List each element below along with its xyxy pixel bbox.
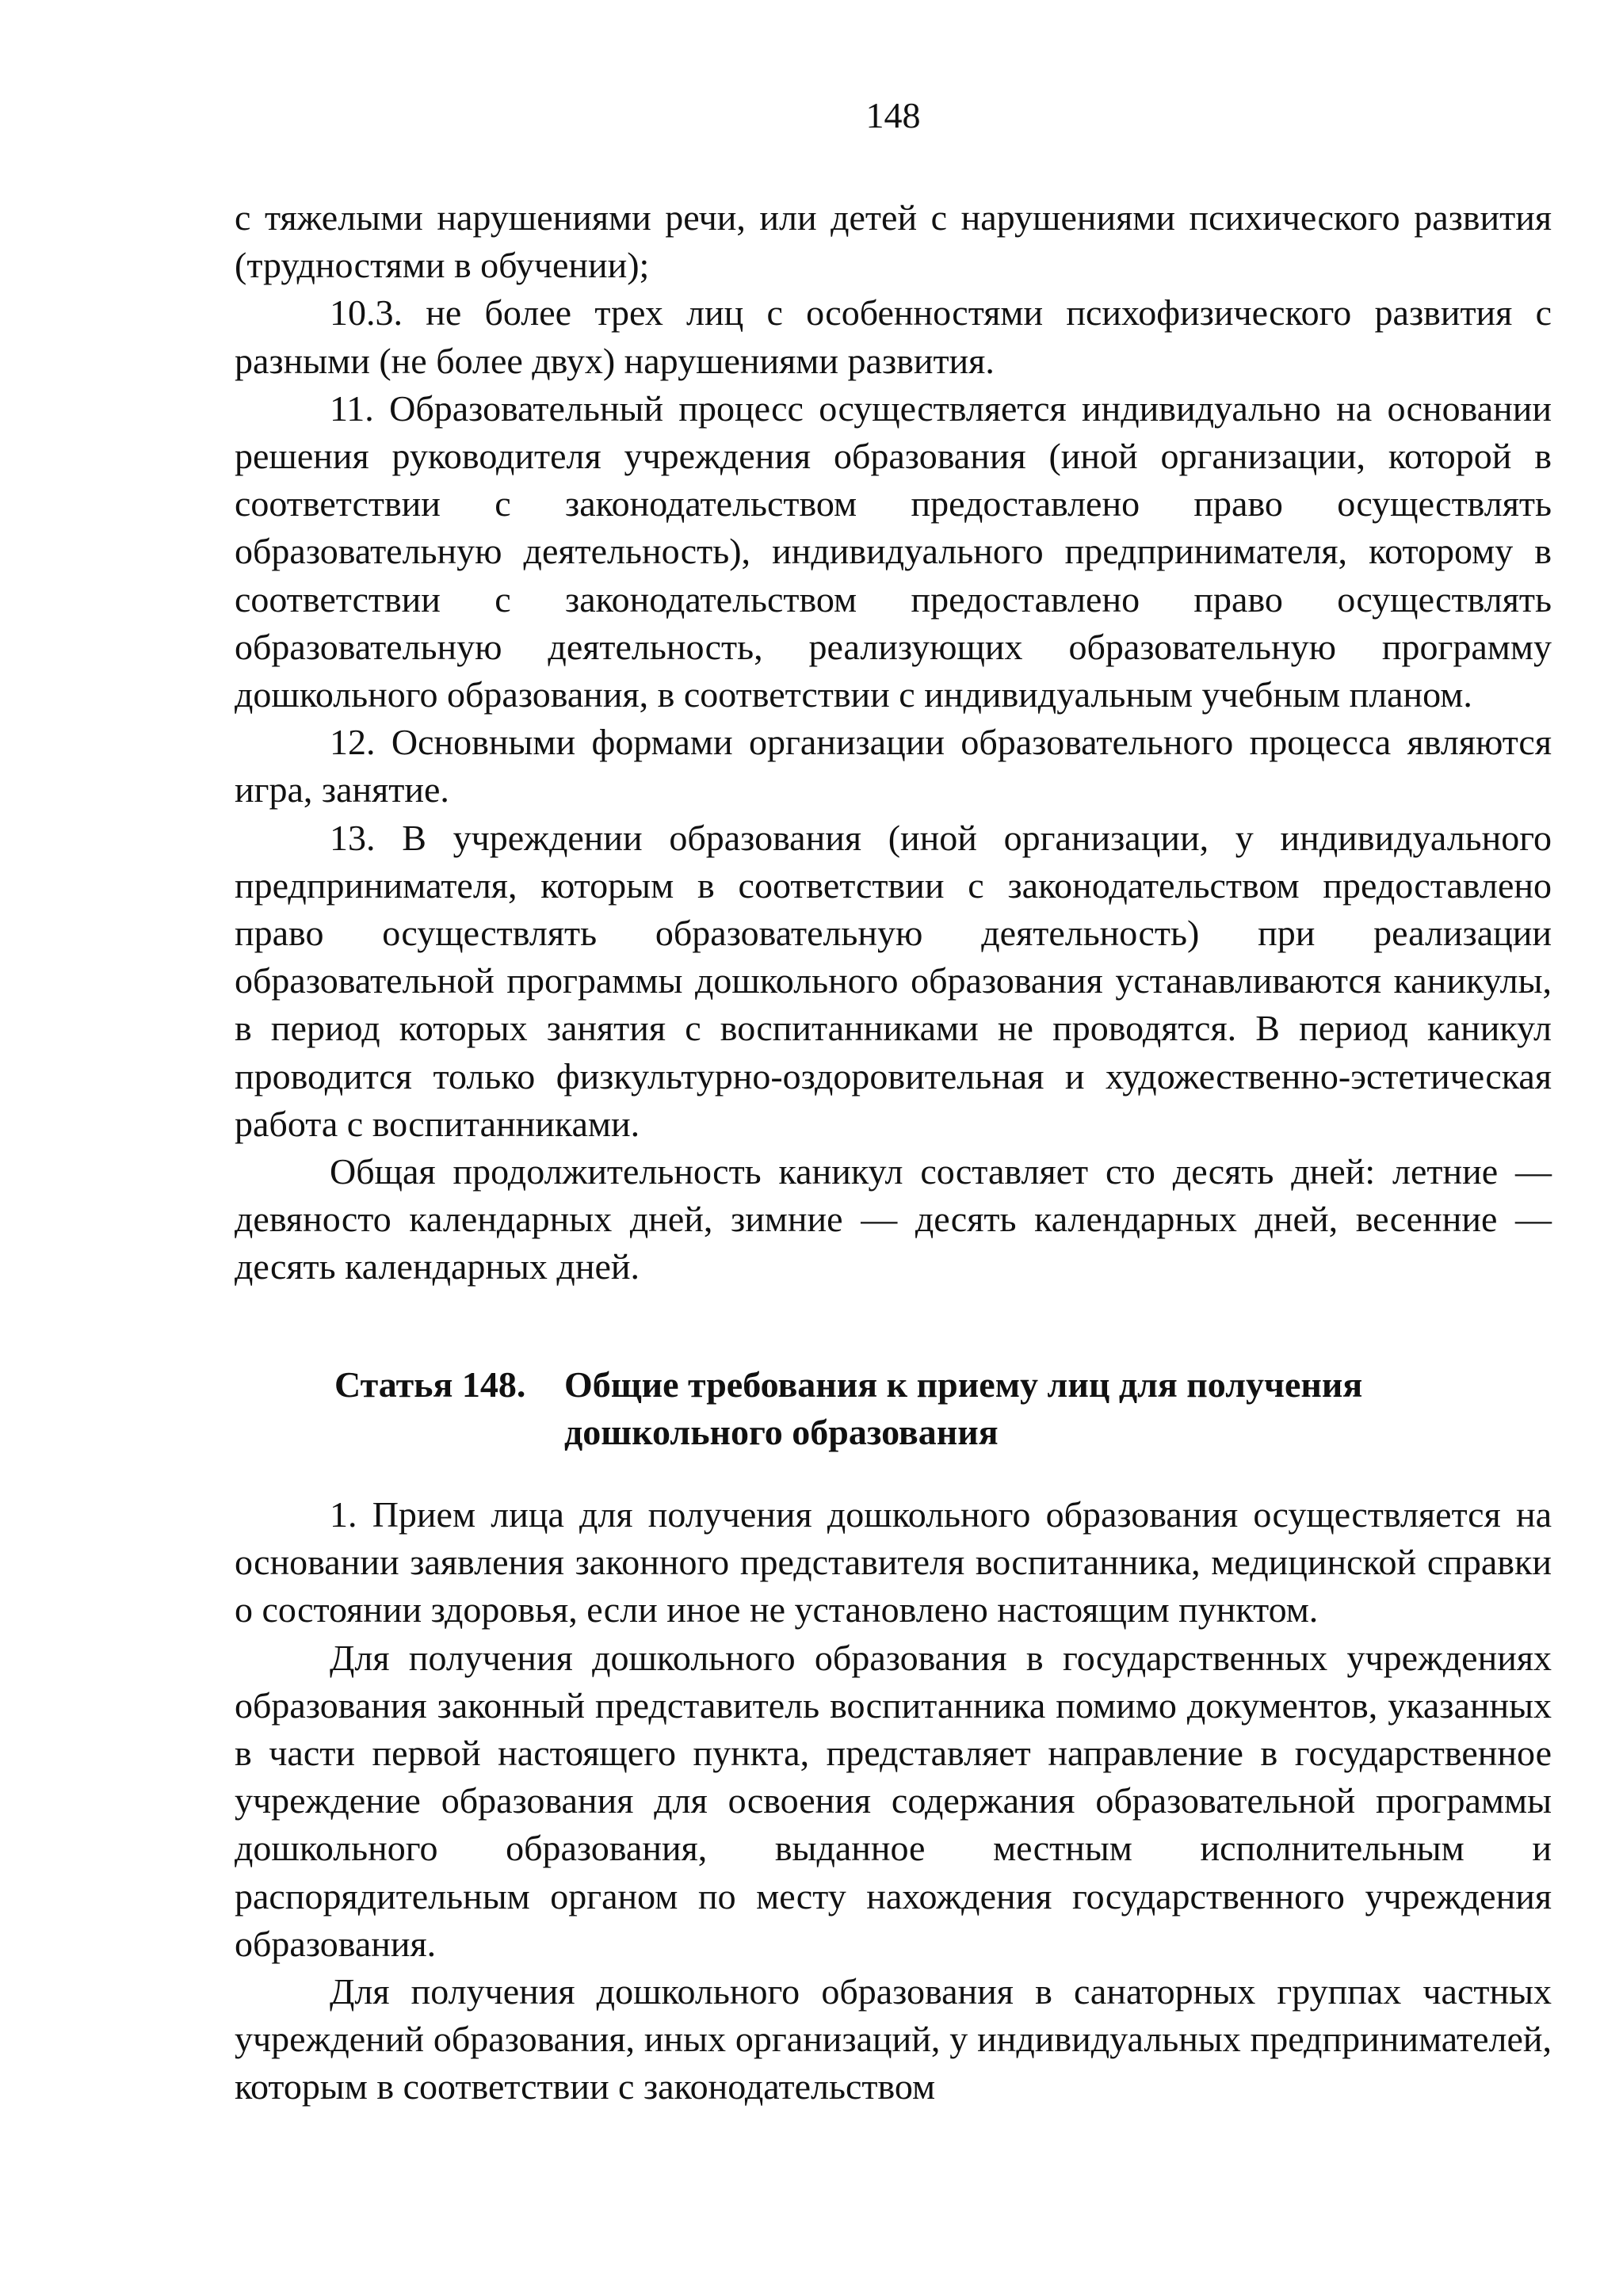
- paragraph-continuation: с тяжелыми нарушениями речи, или детей с нарушениями психического развития (трудностями в обучении);: [235, 197, 1552, 286]
- paragraph-item-10-3: 10.3. не более трех лиц с особенностями психофизического развития с разными (не более двух) нарушениями развития.: [235, 292, 1552, 381]
- article-paragraph-1: 1. Прием лица для получения дошкольного образования осуществляется на основании заявления законного представителя воспитанника, медицинской справки о состоянии здоровья, если иное не установлено настоящим пунктом.: [235, 1494, 1552, 1630]
- article-number: Статья 148.: [334, 1364, 526, 1405]
- paragraph-item-11: 11. Образовательный процесс осуществляется индивидуально на основании решения руководителя учреждения образования (иной организации, которой в соответствии с законодательством предоставлено право осуществлять образовательную деятельность), индивидуального предпринимателя, которому в соответствии с законодательством предоставлено право осуществлять образовательную деятельность, реализующих образовательную программу дошкольного образования, в соответствии с индивидуальным учебным планом.: [235, 387, 1552, 715]
- article-title: Общие требования к приему лиц для получения дошкольного образования: [564, 1364, 1363, 1452]
- article-paragraph-sanatorium-groups: Для получения дошкольного образования в санаторных группах частных учреждений образования, иных организаций, у индивидуальных предпринимателей, которым в соответствии с законодательством: [235, 1971, 1552, 2107]
- page-number: 148: [865, 95, 921, 135]
- article-heading: [235, 1361, 1552, 1456]
- body-text: [235, 194, 1552, 1291]
- paragraph-item-12: 12. Основными формами организации образовательного процесса являются игра, занятие.: [235, 722, 1552, 810]
- paragraph-item-13: 13. В учреждении образования (иной организации, у индивидуального предпринимателя, которым в соответствии с законодательством предоставлено право осуществлять образовательную деятельность) при реализации образовательной программы дошкольного образования устанавливаются каникулы, в период которых занятия с воспитанниками не проводятся. В период каникул проводится только физкультурно-оздоровительная и художественно-эстетическая работа с воспитанниками.: [235, 817, 1552, 1144]
- article-paragraph-state-institutions: Для получения дошкольного образования в государственных учреждениях образования законный представитель воспитанника помимо документов, указанных в части первой настоящего пункта, представляет направление в государственное учреждение образования для освоения содержания образовательной программы дошкольного образования, выданное местным исполнительным и распорядительным органом по месту нахождения государственного учреждения образования.: [235, 1637, 1552, 1964]
- paragraph-item-13-vacation: Общая продолжительность каникул составляет сто десять дней: летние — девяносто календарных дней, зимние — десять календарных дней, весенние — десять календарных дней.: [235, 1151, 1552, 1287]
- article-text: [235, 1491, 1552, 2111]
